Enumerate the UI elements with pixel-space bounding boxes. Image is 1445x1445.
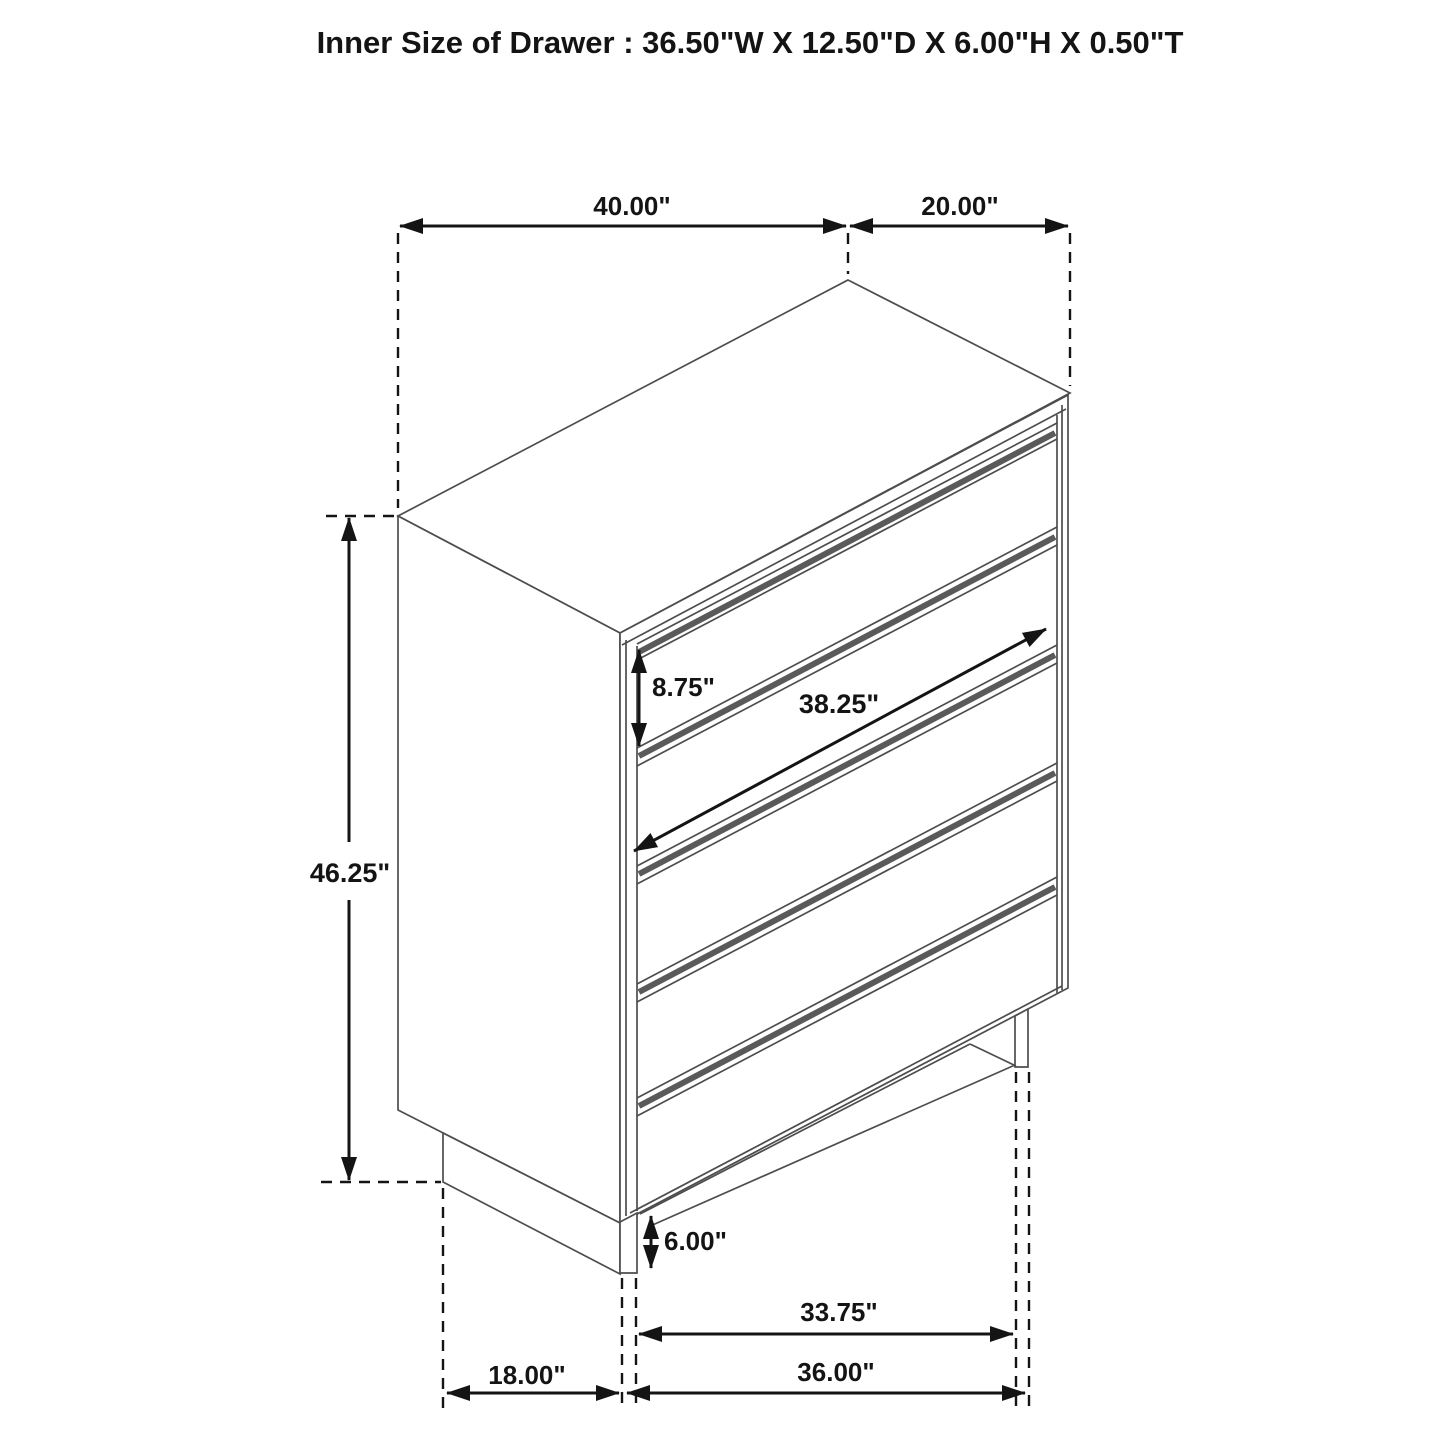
dimension-leg-height [651, 1216, 727, 1268]
dim-label-leg-span-inner: 33.75" [800, 1297, 878, 1327]
dimension-leg-span-inner [639, 1297, 1013, 1334]
front-right-leg [1015, 1009, 1028, 1067]
dim-label-leg-span-front: 36.00" [797, 1357, 875, 1387]
dim-label-leg-span-side: 18.00" [488, 1360, 566, 1390]
dim-label-drawer-width: 38.25" [798, 689, 880, 719]
dimension-leg-span-front [627, 1357, 1025, 1393]
base-return-line [970, 1044, 1016, 1066]
dimension-height [310, 518, 390, 1180]
dim-label-drawer-height: 8.75" [652, 672, 715, 702]
dimension-top-width [400, 191, 846, 226]
front-left-leg [620, 1213, 637, 1273]
dimension-leg-span-side [447, 1360, 619, 1393]
diagram-title: Inner Size of Drawer : 36.50"W X 12.50"D X 6.00"H X 0.50"T [316, 25, 1184, 60]
dim-label-leg-height: 6.00" [664, 1226, 727, 1256]
cabinet-drawing [398, 280, 1070, 1274]
dim-label-height: 46.25" [309, 858, 391, 888]
dim-label-top-width: 40.00" [593, 191, 671, 221]
cabinet-left-panel [398, 516, 620, 1223]
dim-label-top-depth: 20.00" [921, 191, 999, 221]
dimension-top-depth [850, 191, 1068, 226]
